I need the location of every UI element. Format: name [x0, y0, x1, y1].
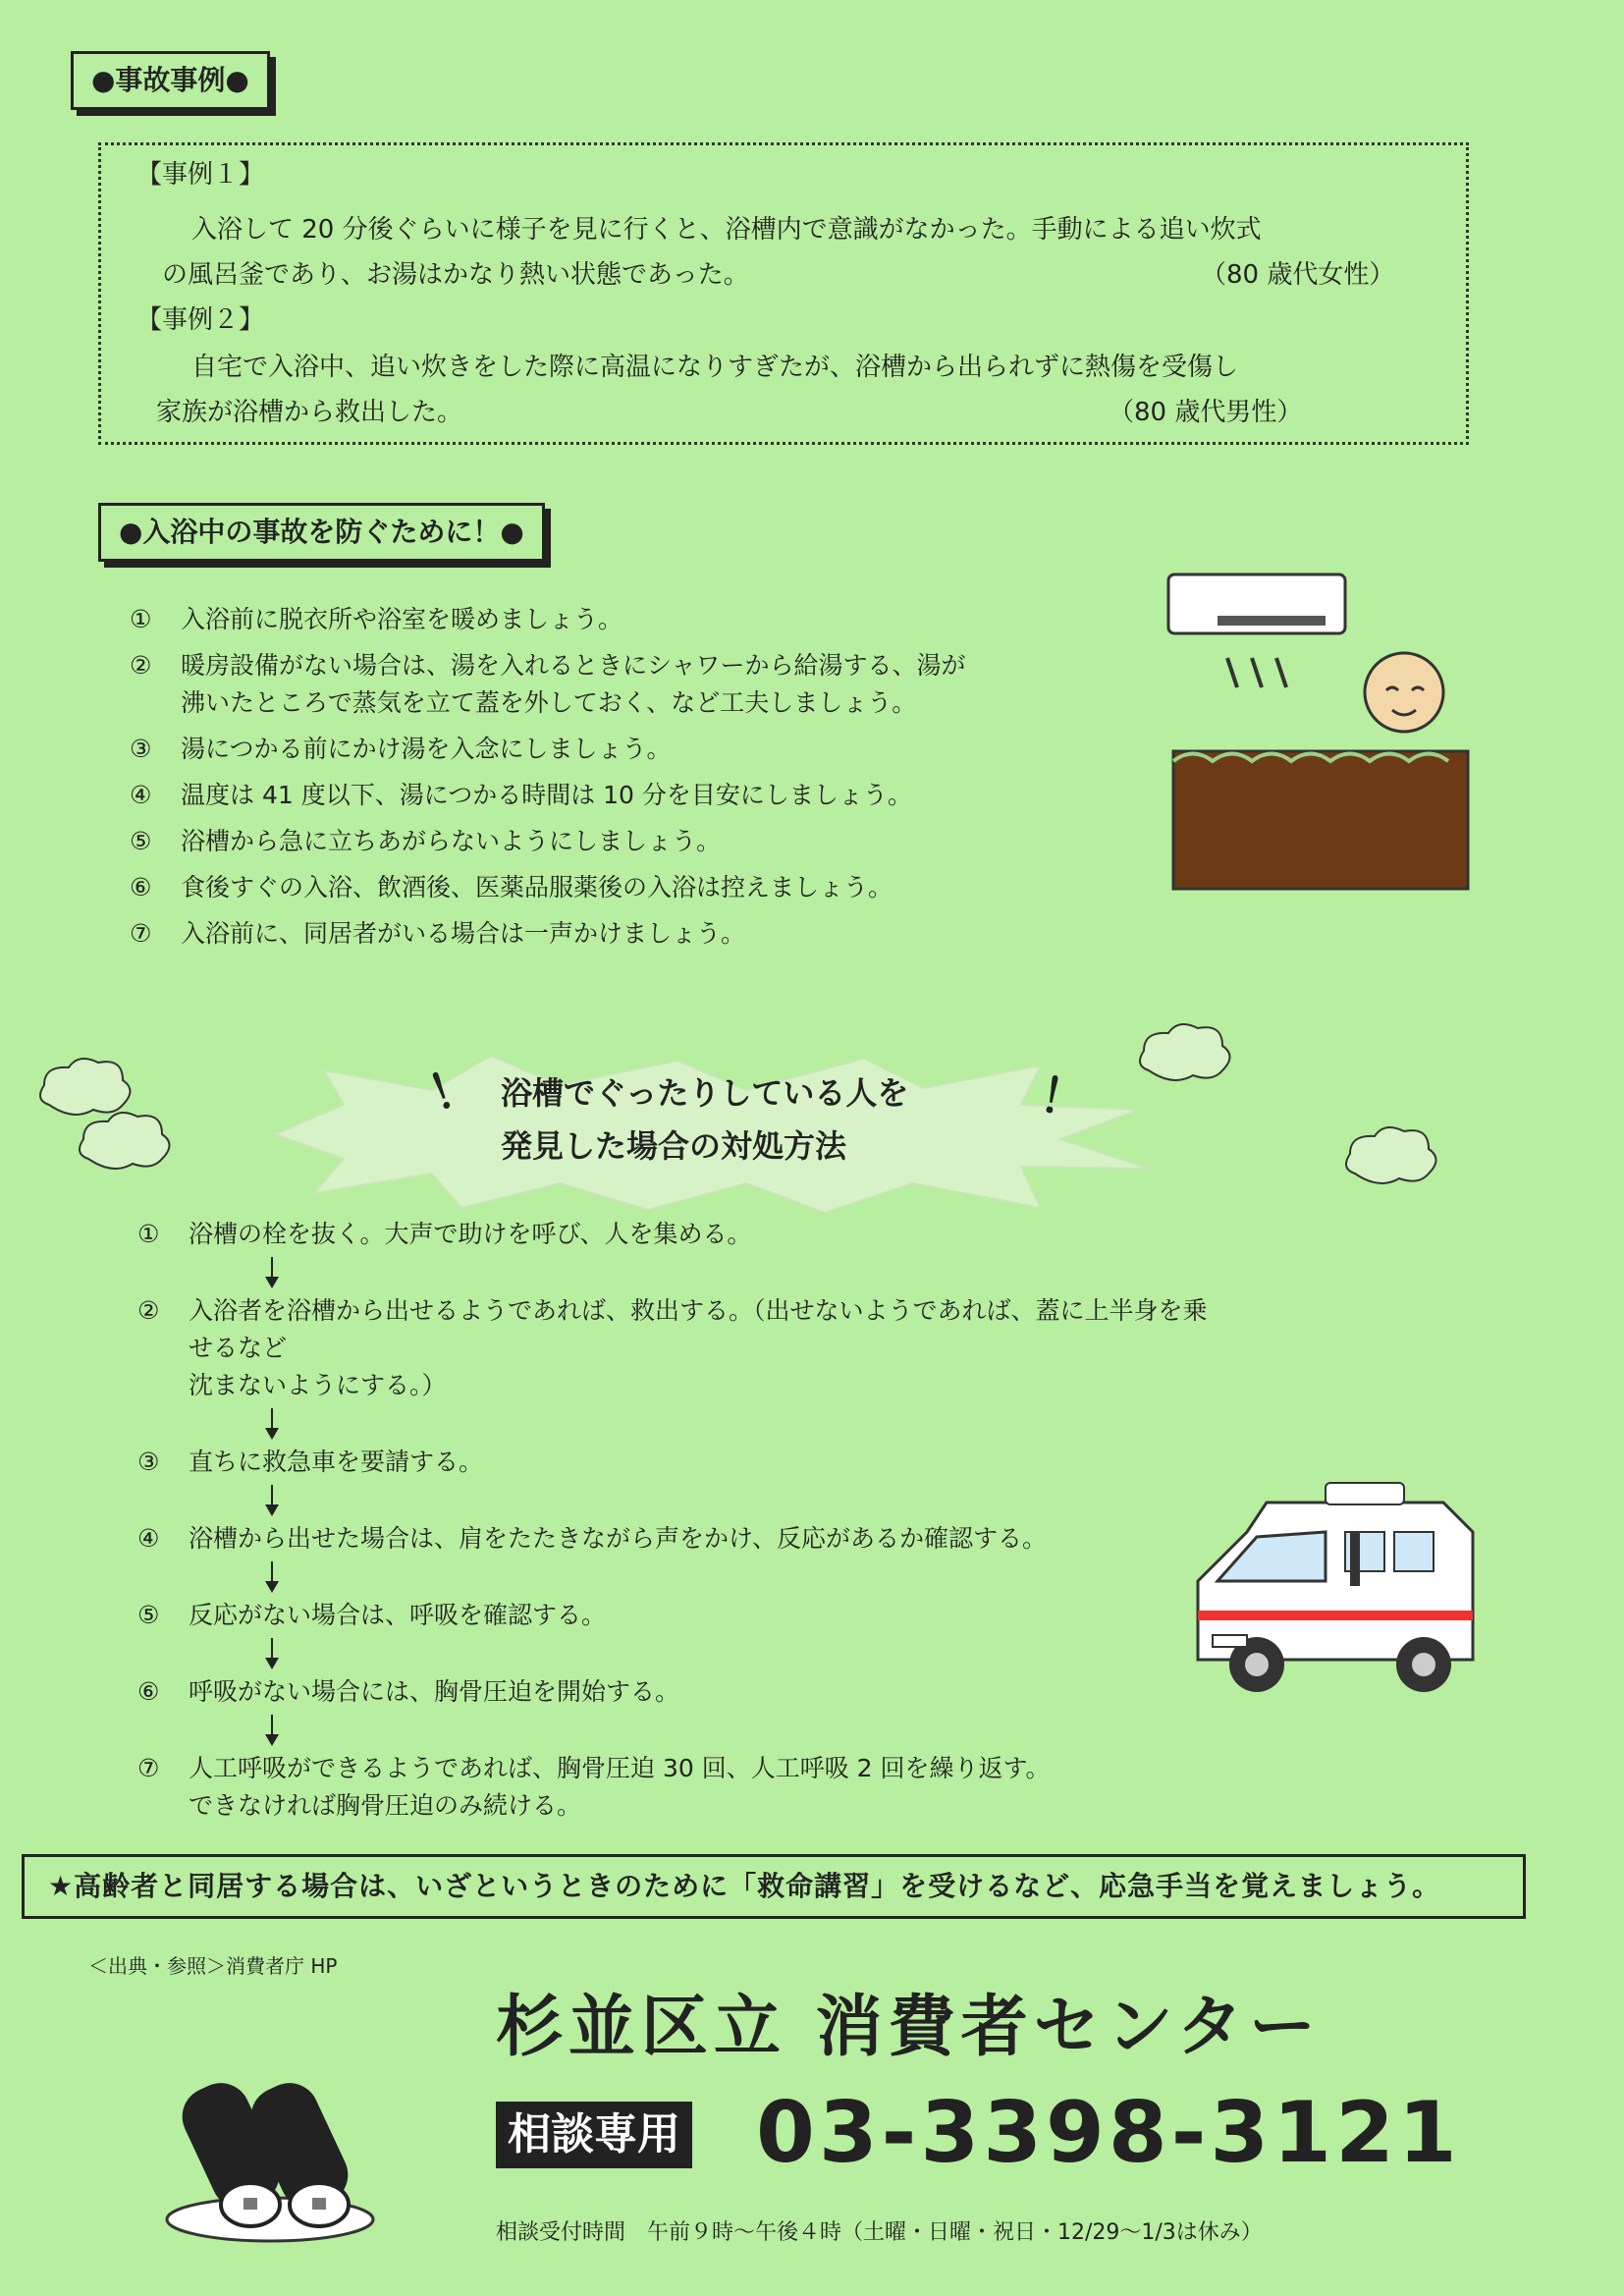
bath-illustration: [1159, 565, 1492, 908]
step-2: ② 入浴者を浴槽から出せるようであれば、救出する。（出せないようであれば、蓋に上半身を乗せるなど 沈まないようにする。）: [137, 1296, 1208, 1399]
banner-mark-right: ！: [1035, 1067, 1092, 1130]
step-3: ③ 直ちに救急車を要請する。: [137, 1448, 484, 1476]
down-arrow-icon: [137, 1711, 1218, 1750]
phone-number[interactable]: 03-3398-3121: [756, 2084, 1461, 2182]
case1-person: （80 歳代女性）: [1201, 260, 1395, 290]
organization-name: 杉並区立 消費者センター: [496, 1989, 1322, 2066]
case1-line2: の風呂釜であり、お湯はかなり熱い状態であった。: [162, 260, 749, 290]
tip-2: ② 暖房設備がない場合は、湯を入れるときにシャワーから給湯する、湯が 沸いたところで蒸気を立て蓋を外しておく、など工夫しましょう。: [130, 651, 966, 717]
banner-title-line2: 発見した場合の対処方法: [501, 1127, 847, 1165]
step-7: ⑦ 人工呼吸ができるようであれば、胸骨圧迫 30 回、人工呼吸 2 回を繰り返す。 できなければ胸骨圧迫のみ続ける。: [137, 1754, 1051, 1820]
down-arrow-icon: [137, 1253, 1218, 1292]
down-arrow-icon: [137, 1634, 1218, 1673]
ambulance-icon: [1178, 1473, 1492, 1709]
prevention-section-title: ●入浴中の事故を防ぐために！●: [98, 503, 545, 562]
down-arrow-icon: [137, 1404, 1218, 1444]
tip-6: ⑥ 食後すぐの入浴、飲酒後、医薬品服薬後の入浴は控えましょう。: [130, 873, 893, 902]
down-arrow-icon: [137, 1558, 1218, 1597]
prevention-tips-list: [130, 601, 1111, 961]
step-6: ⑥ 呼吸がない場合には、胸骨圧迫を開始する。: [137, 1677, 680, 1706]
case1-label: 【事例１】: [136, 160, 265, 190]
tip-7: ⑦ 入浴前に、同居者がいる場合は一声かけましょう。: [130, 919, 746, 948]
sushi-roll-icon: [157, 2043, 383, 2249]
case2-label: 【事例２】: [136, 305, 265, 335]
tip-1: ① 入浴前に脱衣所や浴室を暖めましょう。: [130, 605, 623, 633]
case1-line1: 入浴して 20 分後ぐらいに様子を見に行くと、浴槽内で意識がなかった。手動による追い炊式: [191, 215, 1262, 245]
accident-section-title: ●事故事例●: [71, 51, 270, 110]
step-4: ④ 浴槽から出せた場合は、肩をたたきながら声をかけ、反応があるか確認する。: [137, 1524, 1048, 1553]
bottom-note: ★高齢者と同居する場合は、いざというときのために「救命講習」を受けるなど、応急手当を覚えましょう。: [22, 1854, 1526, 1919]
case2-person: （80 歳代男性）: [1109, 398, 1303, 427]
down-arrow-icon: [137, 1481, 1218, 1520]
cloud-icon: [69, 1110, 177, 1178]
case2-line1: 自宅で入浴中、追い炊きをした際に高温になりすぎたが、浴槽から出られずに熱傷を受傷し: [191, 353, 1239, 382]
case2-line2: 家族が浴槽から救出した。: [156, 398, 463, 427]
cloud-icon: [1129, 1021, 1237, 1090]
banner-mark-left: ！: [421, 1055, 485, 1123]
source-citation: ＜出典・参照＞消費者庁 HP: [88, 1954, 338, 1978]
accident-cases-box: [98, 142, 1469, 445]
tip-3: ③ 湯につかる前にかけ湯を入念にしましょう。: [130, 735, 672, 763]
consultation-badge: 相談専用: [496, 2102, 692, 2168]
consultation-hours: 相談受付時間 午前９時～午後４時（土曜・日曜・祝日・12/29～1/3は休み）: [496, 2220, 1263, 2245]
cloud-icon: [1335, 1124, 1443, 1193]
tip-4: ④ 温度は 41 度以下、湯につかる時間は 10 分を目安にしましょう。: [130, 781, 912, 809]
banner-title-line1: 浴槽でぐったりしている人を: [501, 1074, 909, 1112]
emergency-steps-list: [137, 1216, 1218, 1825]
step-1: ① 浴槽の栓を抜く。大声で助けを呼び、人を集める。: [137, 1220, 752, 1248]
tip-5: ⑤ 浴槽から急に立ちあがらないようにしましょう。: [130, 827, 722, 855]
step-5: ⑤ 反応がない場合は、呼吸を確認する。: [137, 1601, 607, 1629]
